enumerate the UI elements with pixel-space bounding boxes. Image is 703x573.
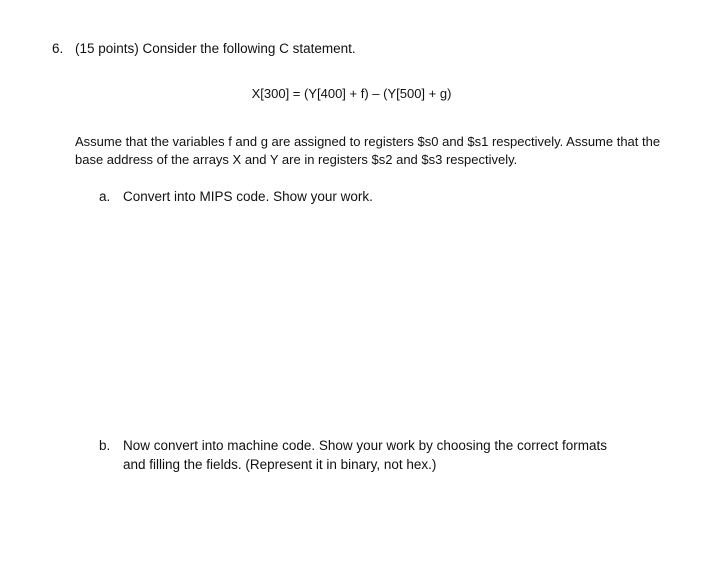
question-heading	[52, 41, 356, 56]
part-a-text: Convert into MIPS code. Show your work.	[123, 189, 373, 204]
part-b-text: Now convert into machine code. Show your work by choosing the correct formats and filling the fields. (Represent it in binary, not hex.)	[123, 438, 607, 472]
c-statement	[0, 86, 703, 101]
part-b	[99, 436, 613, 474]
part-a-label: a.	[99, 189, 111, 204]
question-heading-text: (15 points) Consider the following C statement.	[75, 41, 356, 56]
part-b-label: b.	[99, 438, 111, 453]
part-a	[99, 187, 613, 206]
assumption-paragraph: Assume that the variables f and g are assigned to registers $s0 and $s1 respectively. Assume that the base address of the arrays X and Y are in registers $s2 and $s3 respectively.	[75, 134, 661, 167]
question-number: 6.	[52, 41, 64, 56]
c-statement-text: X[300] = (Y[400] + f) – (Y[500] + g)	[251, 86, 452, 101]
